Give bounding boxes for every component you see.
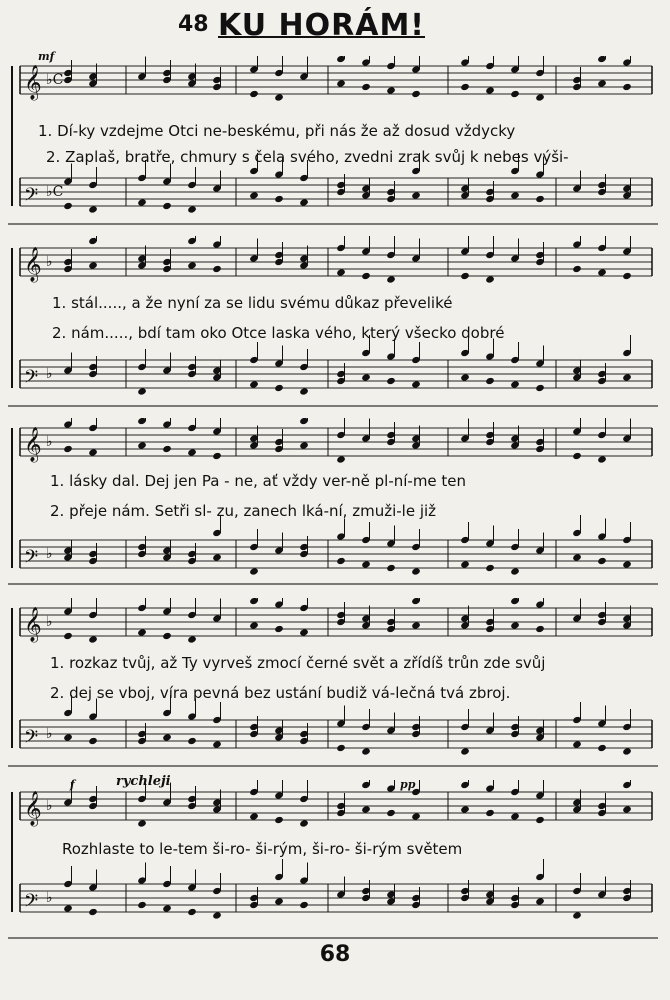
svg-text:𝄢: 𝄢 [24, 367, 39, 392]
song-title: KU HORÁM! [218, 8, 425, 43]
svg-text:♭C: ♭C [46, 184, 64, 200]
svg-text:♭: ♭ [46, 366, 53, 382]
staff-notation [8, 236, 658, 408]
lyric-line: 2. dej se vboj, víra pevná bez ustání budiž vá-lečná tvá zbroj. [50, 684, 511, 702]
lyric-line: 2. Zaplaš, bratře, chmury s čela svého, zvedni zrak svůj k nebes výši- [46, 148, 569, 166]
lyric-line: Rozhlaste to le-tem ši-ro- ši-rým, ši-ro- ši-rým světem [62, 840, 463, 858]
song-number: 48 [178, 12, 209, 37]
tempo-marking: rychleji [116, 774, 171, 789]
music-system-3 [8, 418, 658, 586]
dynamic-marking: pp [400, 778, 416, 791]
svg-text:♭: ♭ [46, 798, 53, 814]
svg-text:♭: ♭ [46, 726, 53, 742]
lyric-line: 1. stál....., a že nyní za se lidu svému důkaz převeliké [52, 294, 453, 312]
music-system-1 [8, 50, 658, 226]
dynamic-marking: f [70, 778, 75, 791]
svg-text:♭C: ♭C [46, 72, 64, 88]
lyric-line: 2. nám....., bdí tam oko Otce laska vého, který všecko dobré [52, 324, 505, 342]
svg-text:𝄞: 𝄞 [24, 247, 42, 282]
svg-text:𝄢: 𝄢 [24, 185, 39, 210]
staff-notation [8, 56, 658, 226]
lyric-line: 1. rozkaz tvůj, až Ty vyrveš zmocí černé svět a zřídíš trůn zde svůj [50, 654, 546, 672]
music-system-5 [8, 774, 658, 940]
svg-text:𝄢: 𝄢 [24, 727, 39, 752]
staff-notation [8, 598, 658, 768]
svg-text:𝄞: 𝄞 [24, 791, 42, 826]
lyric-line: 2. přeje nám. Setři sl- zu, zanech lká-ní, zmuži-le již [50, 502, 437, 520]
music-system-2 [8, 236, 658, 408]
svg-text:𝄢: 𝄢 [24, 547, 39, 572]
svg-text:𝄢: 𝄢 [24, 891, 39, 916]
page-number: 68 [319, 942, 351, 967]
svg-text:𝄞: 𝄞 [24, 427, 42, 462]
svg-text:♭: ♭ [46, 254, 53, 270]
dynamic-marking: mf [38, 50, 55, 63]
svg-text:♭: ♭ [46, 434, 53, 450]
svg-text:♭: ♭ [46, 546, 53, 562]
music-system-4 [8, 598, 658, 768]
svg-text:♭: ♭ [46, 890, 53, 906]
svg-text:𝄞: 𝄞 [24, 607, 42, 642]
lyric-line: 1. lásky dal. Dej jen Pa - ne, ať vždy ver-ně pl-ní-me ten [50, 472, 467, 490]
svg-text:♭: ♭ [46, 614, 53, 630]
staff-notation [8, 780, 658, 940]
lyric-line: 1. Dí-ky vzdejme Otci ne-beskému, při nás že až dosud vždycky [38, 122, 516, 140]
svg-text:𝄞: 𝄞 [24, 65, 42, 100]
song-header [0, 8, 670, 48]
